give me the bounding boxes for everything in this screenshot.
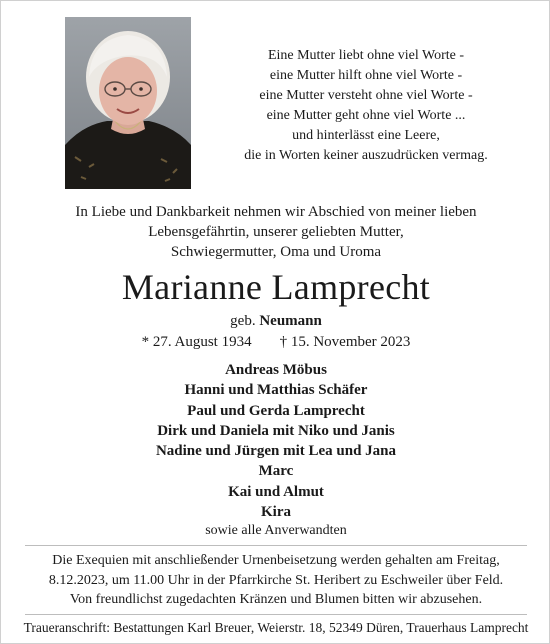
birth-name-prefix: geb. bbox=[230, 313, 256, 329]
mourner-entry: Kira bbox=[261, 504, 291, 521]
poem-line: die in Worten keiner auszudrücken vermag. bbox=[244, 148, 488, 163]
poem-line: Eine Mutter liebt ohne viel Worte - bbox=[267, 48, 465, 63]
birth-name-line bbox=[1, 311, 550, 331]
deceased-name: Marianne Lamprecht bbox=[121, 267, 431, 307]
mourner-entry: Paul und Gerda Lamprecht bbox=[187, 402, 365, 419]
mourner-entry: Marc bbox=[258, 463, 294, 480]
birth-name: Neumann bbox=[259, 313, 322, 329]
mourner-entry: Dirk und Daniela mit Niko und Janis bbox=[157, 422, 395, 439]
portrait-photo bbox=[65, 17, 191, 189]
poem-line: eine Mutter hilft ohne viel Worte - bbox=[269, 68, 463, 83]
farewell-intro bbox=[21, 202, 531, 262]
divider-bottom bbox=[25, 614, 527, 615]
service-line: Die Exequien mit anschließender Urnenbeisetzung werden gehalten am Freitag, bbox=[52, 553, 500, 568]
birth-date: * 27. August 1934 bbox=[141, 334, 252, 350]
mourner-entry: Kai und Almut bbox=[228, 483, 324, 500]
intro-line: In Liebe und Dankbarkeit nehmen wir Abschied von meiner lieben bbox=[75, 204, 477, 220]
poem-line: eine Mutter versteht ohne viel Worte - bbox=[259, 88, 473, 103]
mourning-address: Traueranschrift: Bestattungen Karl Breuer, Weierstr. 18, 52349 Düren, Trauerhaus Lamprecht bbox=[23, 620, 529, 635]
service-line: Von freundlichst zugedachten Kränzen und Blumen bitten wir abzusehen. bbox=[69, 592, 483, 607]
intro-line: Lebensgefährtin, unserer geliebten Mutter, bbox=[148, 224, 404, 240]
service-details bbox=[17, 551, 535, 610]
poem-line: und hinterlässt eine Leere, bbox=[292, 128, 440, 143]
mourner-entry: Nadine und Jürgen mit Lea und Jana bbox=[155, 443, 397, 460]
poem-line: eine Mutter geht ohne viel Worte ... bbox=[266, 108, 466, 123]
life-dates bbox=[1, 332, 550, 352]
death-date: † 15. November 2023 bbox=[279, 334, 411, 350]
memorial-poem bbox=[201, 46, 531, 166]
divider-top bbox=[25, 545, 527, 546]
mourners-list bbox=[1, 360, 550, 522]
mourner-entry: Andreas Möbus bbox=[225, 362, 327, 378]
intro-line: Schwiegermutter, Oma und Uroma bbox=[170, 244, 382, 260]
portrait-illustration bbox=[65, 17, 191, 189]
mourner-entry: Hanni und Matthias Schäfer bbox=[184, 382, 368, 399]
relatives-note: sowie alle Anverwandten bbox=[205, 523, 347, 538]
service-line: 8.12.2023, um 11.00 Uhr in der Pfarrkirche St. Heribert zu Eschweiler über Feld. bbox=[48, 572, 504, 588]
